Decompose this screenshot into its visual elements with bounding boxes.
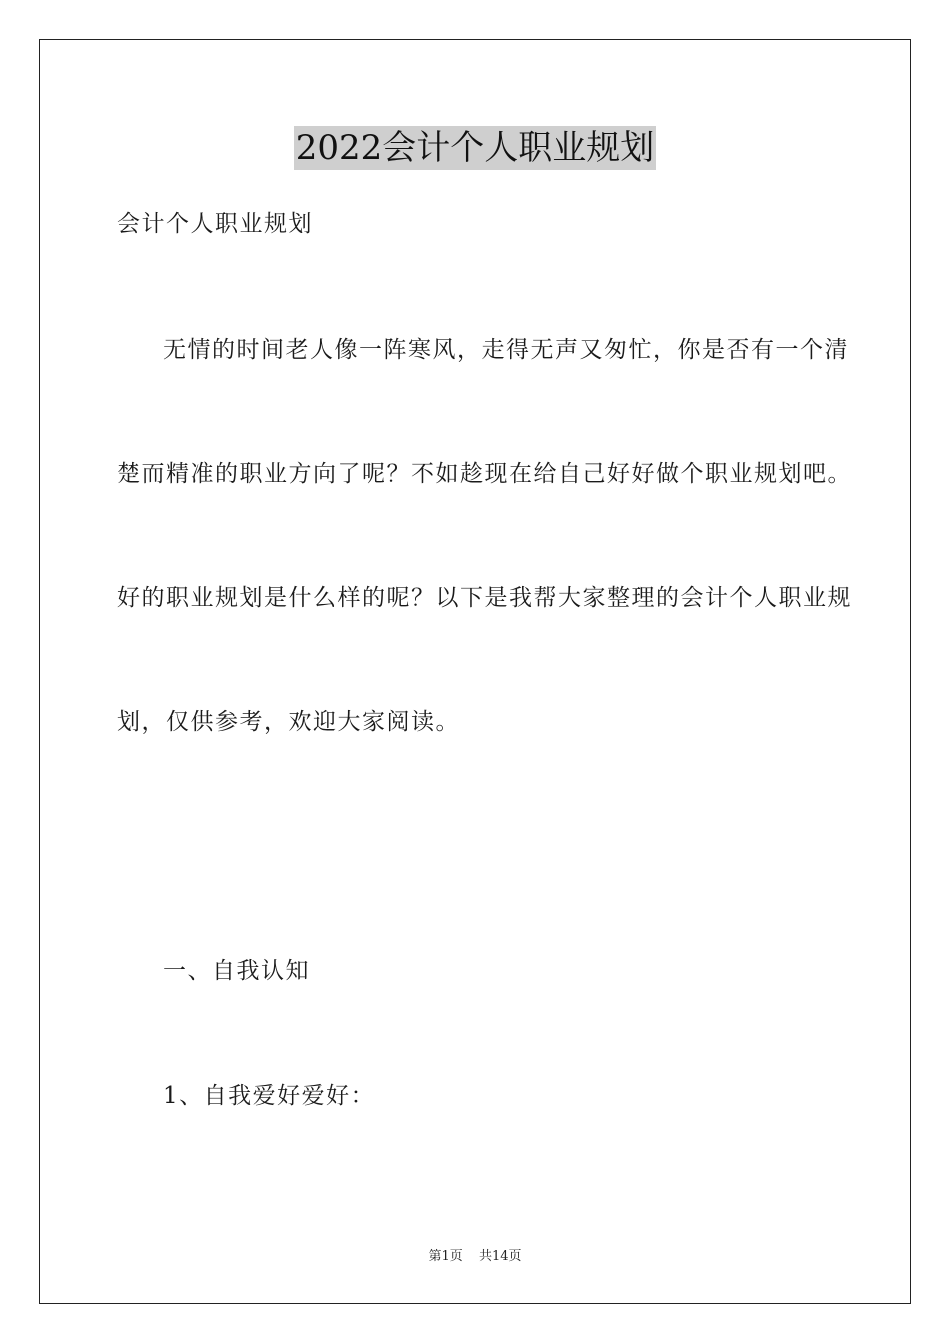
paragraph-line-3: 好的职业规划是什么样的呢？以下是我帮大家整理的会计个人职业规 bbox=[117, 585, 852, 611]
section-heading: 一、自我认知 bbox=[163, 958, 310, 984]
footer-total-pages: 共14页 bbox=[478, 1249, 522, 1264]
subsection-heading: 1、自我爱好爱好： bbox=[163, 1083, 376, 1109]
title-wrap bbox=[0, 126, 950, 170]
document-subtitle: 会计个人职业规划 bbox=[117, 211, 313, 237]
paragraph-line-1: 无情的时间老人像一阵寒风，走得无声又匆忙，你是否有一个清 bbox=[163, 337, 849, 363]
page-footer bbox=[0, 1248, 950, 1266]
paragraph-line-4: 划，仅供参考，欢迎大家阅读。 bbox=[117, 709, 460, 735]
paragraph-line-2: 楚而精准的职业方向了呢？不如趁现在给自己好好做个职业规划吧。 bbox=[117, 461, 852, 487]
footer-current-page: 第1页 bbox=[428, 1249, 463, 1264]
document-title: 2022会计个人职业规划 bbox=[295, 128, 655, 168]
